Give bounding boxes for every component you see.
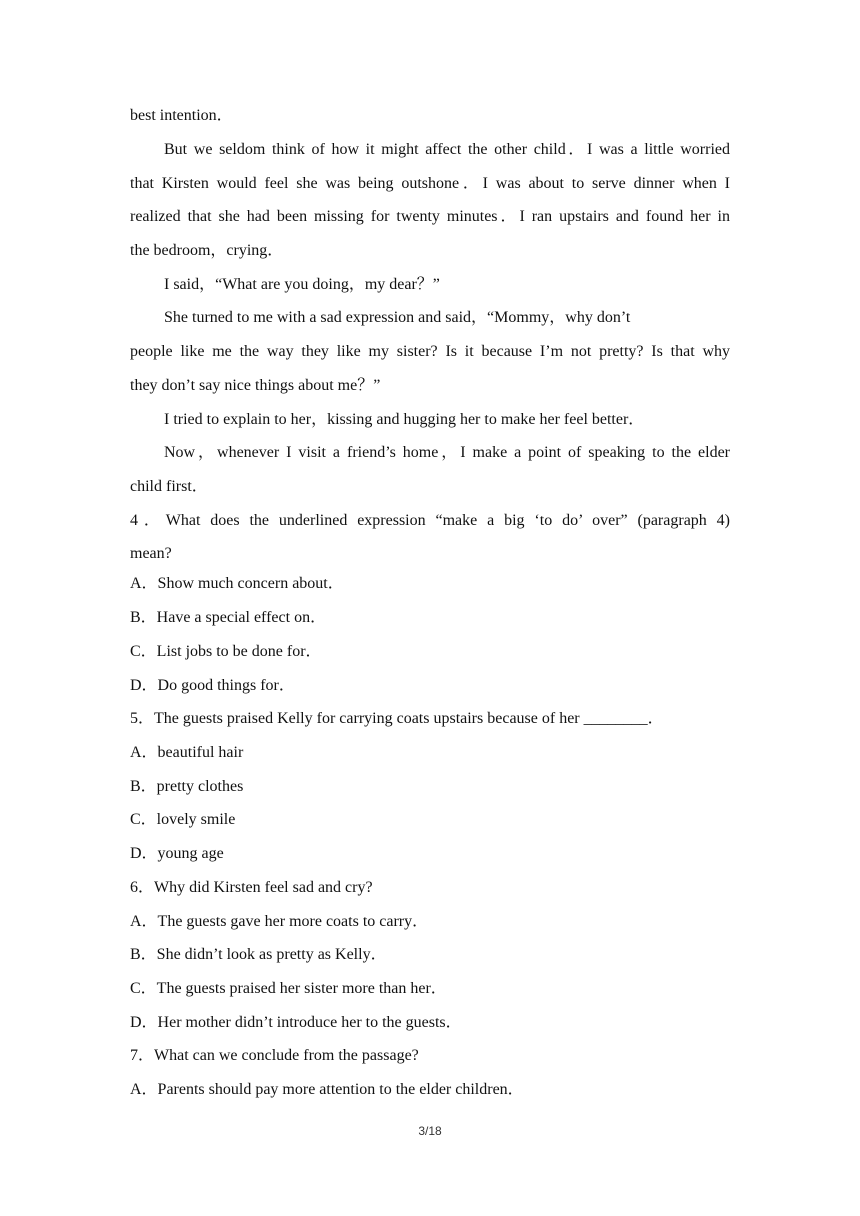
question-text: mean? [130,545,172,562]
text-line: She turned to me with a sad expression and said，“Mommy，why don’t [164,309,631,326]
answer-option: A．Show much concern about． [130,575,344,592]
page-number: 3/18 [418,1124,442,1138]
question-text: 4．What does the underlined expression “make a big ‘to do’ over” (paragraph 4) [130,512,731,529]
text-line: the bedroom，crying． [130,242,284,259]
question-text: 7．What can we conclude from the passage? [130,1047,419,1064]
answer-option: C．The guests praised her sister more than her． [130,980,447,997]
answer-option: B．pretty clothes [130,778,244,795]
text-line: they don’t say nice things about me？” [130,377,381,394]
text-line: that Kirsten would feel she was being outshone．I was about to serve dinner when I [130,175,730,192]
text-line: people like me the way they like my sister? Is it because I’m not pretty? Is that why [130,343,730,360]
text-line: But we seldom think of how it might affect the other child．I was a little worried [164,141,730,158]
answer-option: A．beautiful hair [130,744,244,761]
answer-option: C．lovely smile [130,811,236,828]
text-line: child first． [130,478,208,495]
text-line: I tried to explain to her，kissing and hugging her to make her feel better． [164,411,645,428]
answer-option: D．Her mother didn’t introduce her to the guests． [130,1014,462,1031]
text-line: I said，“What are you doing，my dear？” [164,276,440,293]
question-text: 6．Why did Kirsten feel sad and cry? [130,879,373,896]
question-text: 5．The guests praised Kelly for carrying coats upstairs because of her ________． [130,710,664,727]
answer-option: B．Have a special effect on． [130,609,327,626]
answer-option: C．List jobs to be done for． [130,643,322,660]
answer-option: D．Do good things for． [130,677,295,694]
answer-option: B．She didn’t look as pretty as Kelly． [130,946,387,963]
text-line: realized that she had been missing for twenty minutes．I ran upstairs and found her in [130,208,730,225]
answer-option: D．young age [130,845,224,862]
text-line: Now，whenever I visit a friend’s home，I make a point of speaking to the elder [164,444,730,461]
answer-option: A．The guests gave her more coats to carry． [130,913,429,930]
text-line: best intention． [130,107,233,124]
answer-option: A．Parents should pay more attention to the elder children． [130,1081,524,1098]
